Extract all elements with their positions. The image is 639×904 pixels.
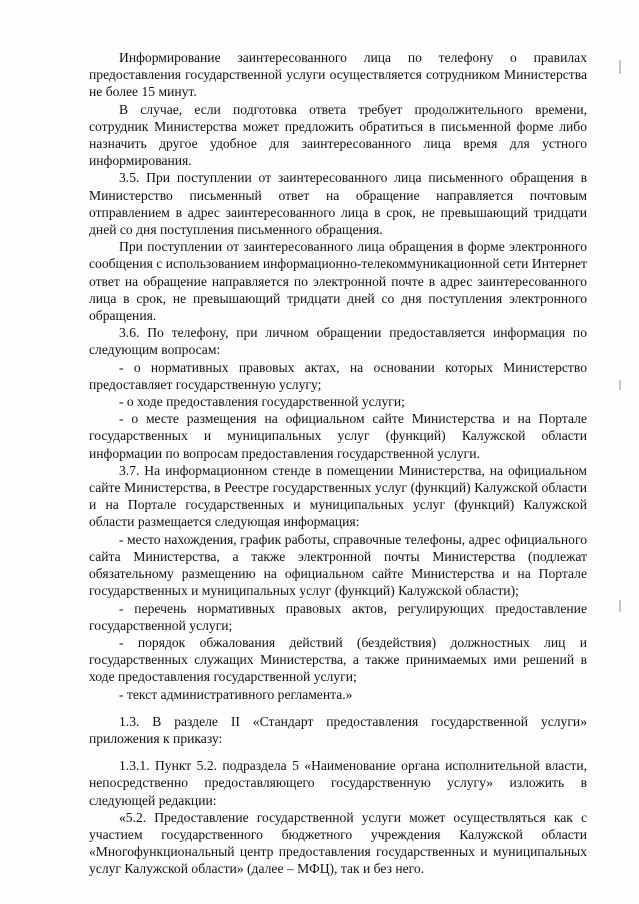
list-item: - место нахождения, график работы, справочные телефоны, адрес официального сайта Министерства, а также электронной почты Министерства (подлежат обязательному размещению на официальном сайте Министерства и на Портале государственных и муниципальных услуг (функций) Калужской области);: [89, 531, 587, 599]
paragraph: 3.6. По телефону, при личном обращении предоставляется информация по следующим вопросам:: [89, 325, 587, 358]
list-item: - порядок обжалования действий (бездействия) должностных лиц и государственных служащих Министерства, а также принимаемых ими решений в ходе предоставления государственной услуги;: [89, 634, 587, 685]
list-item: - о месте размещения на официальном сайте Министерства и на Портале государственных и муниципальных услуг (функций) Калужской области информации по вопросам предоставления государственной услуги.: [89, 411, 587, 461]
document-body: [89, 49, 587, 878]
list-item: - перечень нормативных правовых актов, регулирующих предоставление государственной услуги;: [89, 600, 587, 633]
paragraph: 3.5. При поступлении от заинтересованного лица письменного обращения в Министерство письменный ответ на обращение направляется почтовым отправлением в адрес заинтересованного лица в срок, не превышающий тридцати дней со дня поступления письменного обращения.: [89, 170, 587, 238]
scan-edge-mark: [619, 600, 621, 612]
section-heading-paragraph: 1.3. В разделе II «Стандарт предоставления государственной услуги» приложения к приказу:: [89, 713, 587, 746]
scan-edge-mark: [619, 60, 621, 74]
paragraph: 1.3.1. Пункт 5.2. подраздела 5 «Наименование органа исполнительной власти, непосредственно предоставляющего государственную услугу» изложить в следующей редакции:: [89, 758, 587, 808]
list-item: - текст административного регламента.»: [119, 686, 353, 702]
list-item: - о нормативных правовых актах, на основании которых Министерство предоставляет государственную услугу;: [89, 359, 587, 392]
paragraph: Информирование заинтересованного лица по телефону о правилах предоставления государственной услуги осуществляется сотрудником Министерства не более 15 минут.: [89, 50, 587, 100]
paragraph: «5.2. Предоставление государственной услуги может осуществляться как с участием государственного бюджетного учреждения Калужской области «Многофункциональный центр предоставления государственных и муниципальных услуг Калужской области» (далее – МФЦ), так и без него.: [89, 809, 587, 877]
list-item: - о ходе предоставления государственной услуги;: [119, 394, 405, 410]
scan-edge-mark: [619, 380, 621, 390]
paragraph: В случае, если подготовка ответа требует продолжительного времени, сотрудник Министерства может предложить обратиться в письменной форме либо назначить другое удобное для заинтересованного лица время для устного информирования.: [89, 101, 587, 169]
paragraph: 3.7. На информационном стенде в помещении Министерства, на официальном сайте Министерства, в Реестре государственных услуг (функций) Калужской области и на Портале государственных и муниципальных услуг (функций) Калужской области размещается следующая информация:: [89, 462, 587, 530]
paragraph: При поступлении от заинтересованного лица обращения в форме электронного сообщения с использованием информационно-телекоммуникационной сети Интернет ответ на обращение направляется по электронной почте в адрес заинтересованного лица в срок, не превышающий тридцати дней со дня поступления электронного обращения.: [89, 239, 587, 324]
